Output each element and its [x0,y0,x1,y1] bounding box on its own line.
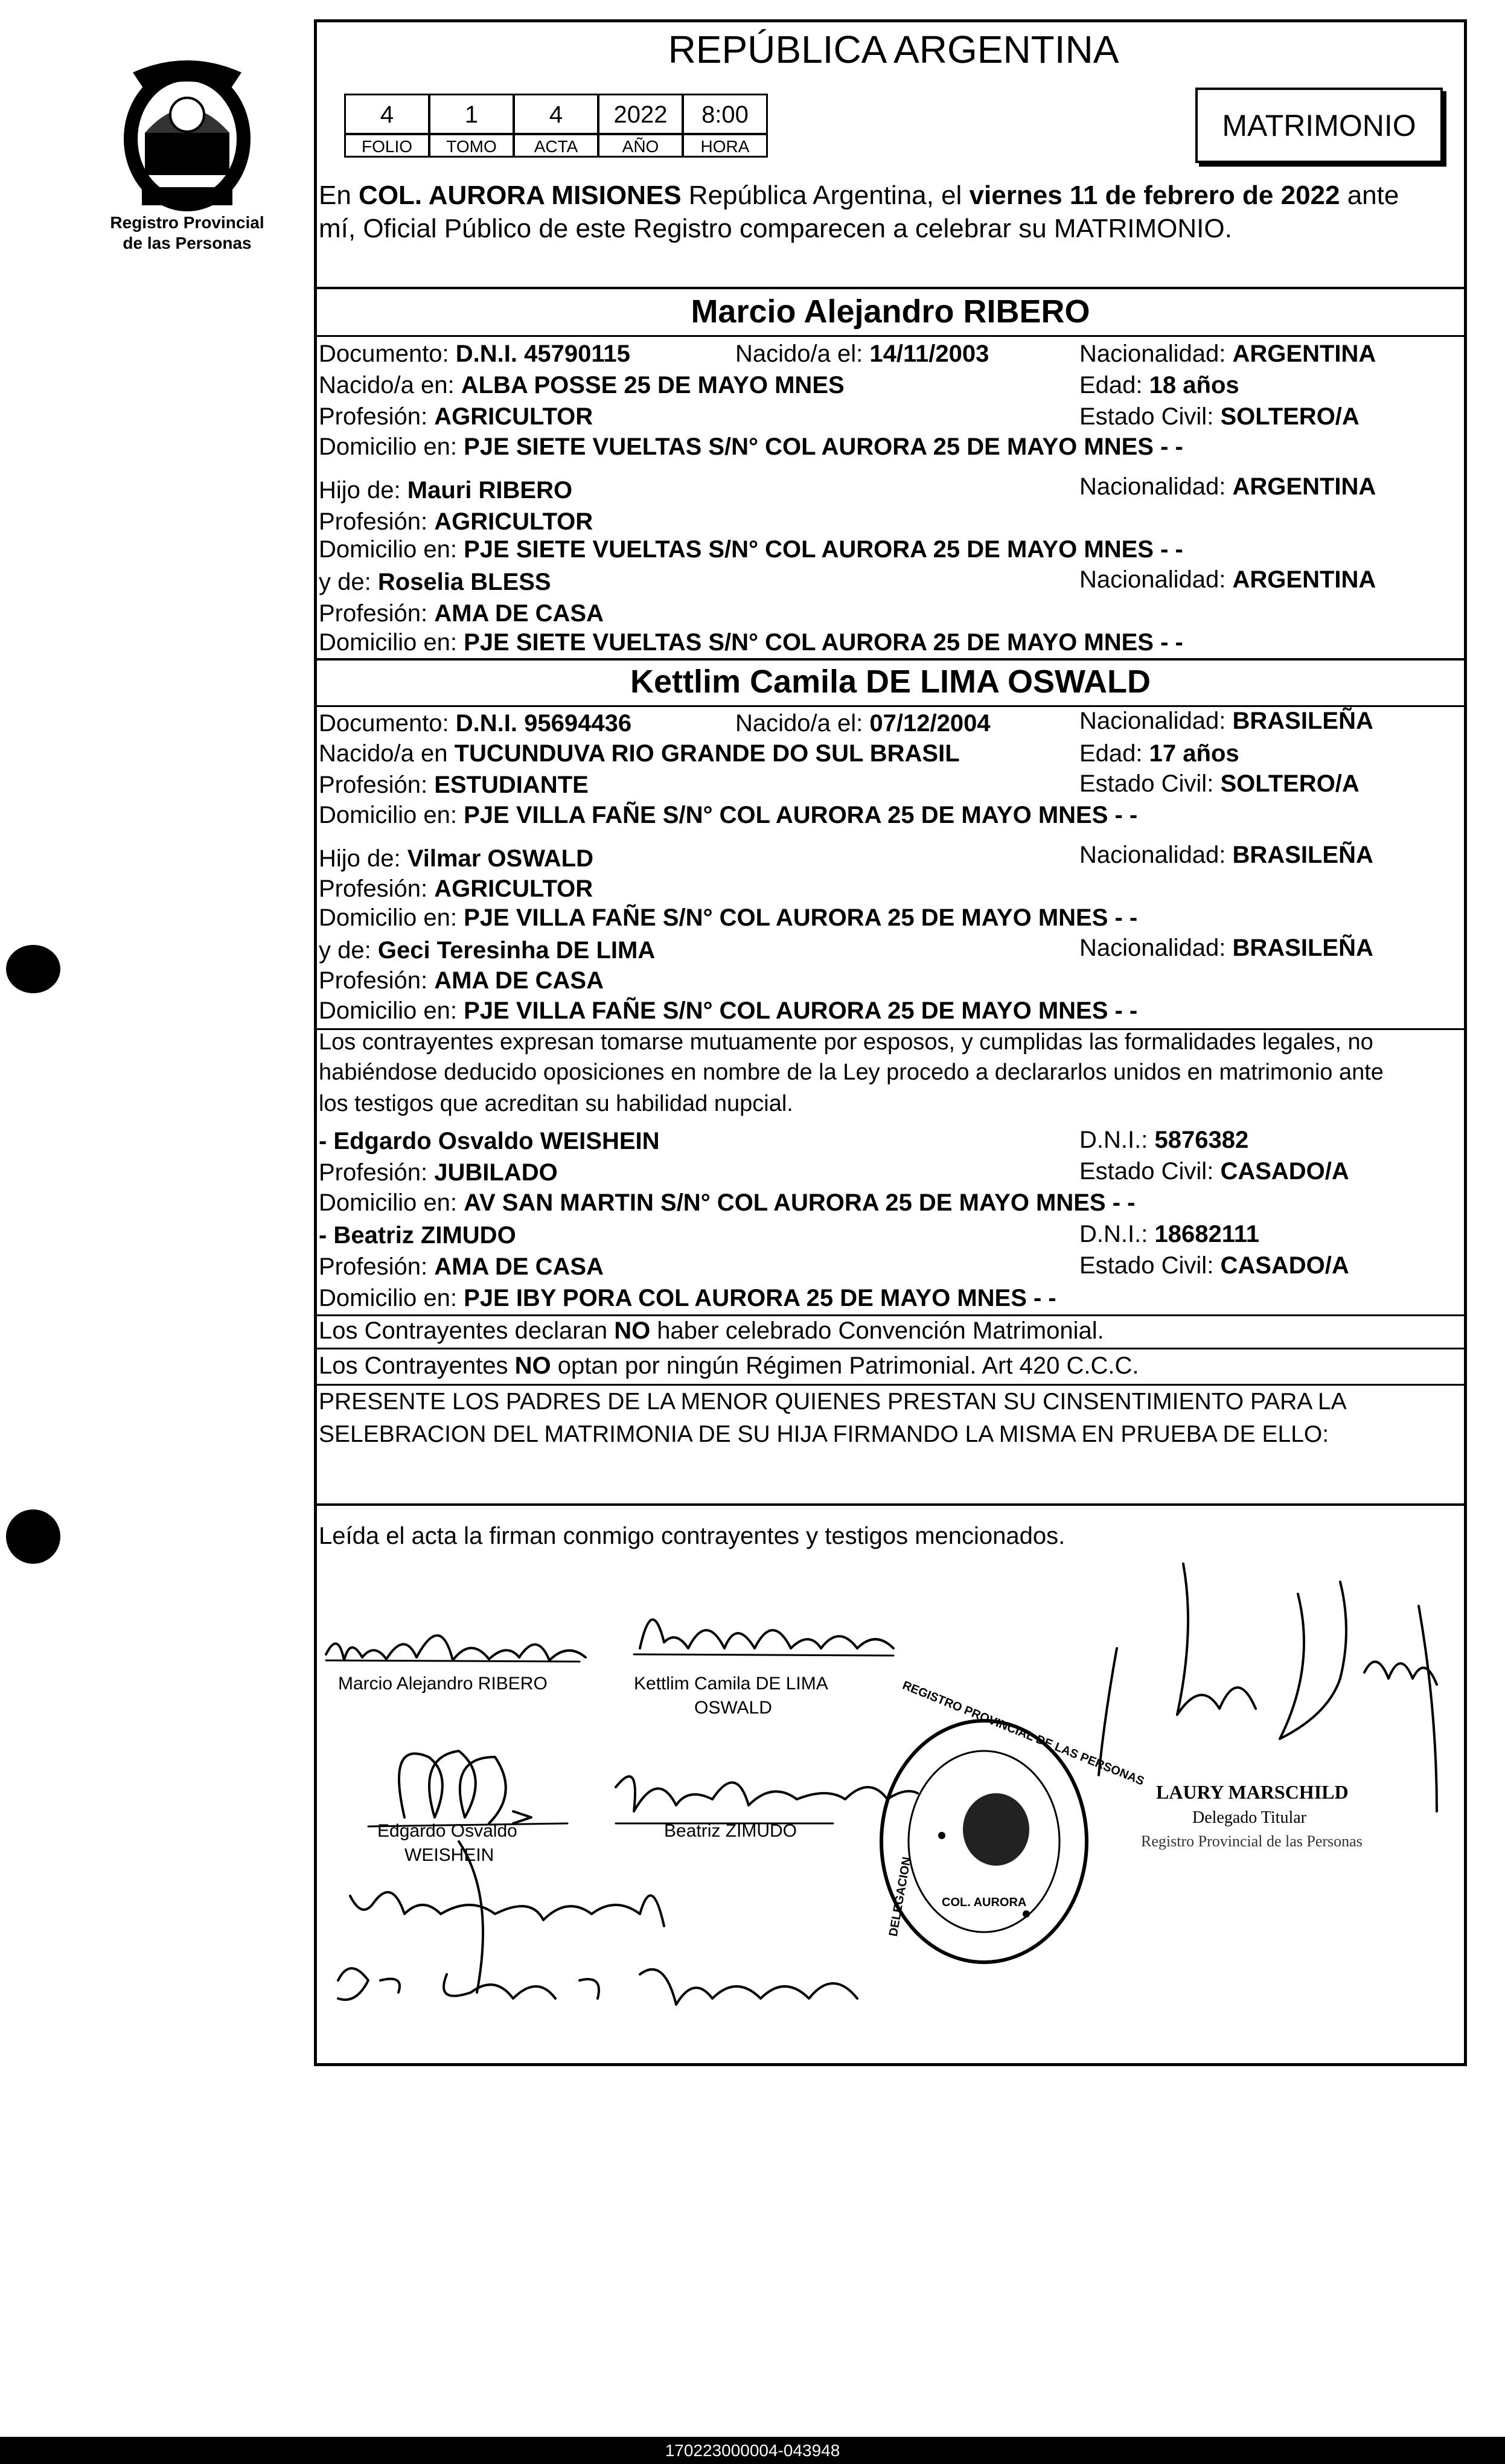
divider [317,1503,1464,1506]
witness-2-profession: Profesión: AMA DE CASA [319,1253,604,1280]
bride-mother-nationality: Nacionalidad: BRASILEÑA [1079,935,1373,961]
groom-mother-profession: Profesión: AMA DE CASA [319,600,604,627]
groom-birthplace: Nacido/a en: ALBA POSSE 25 DE MAYO MNES [319,372,845,398]
hora-value: 8:00 [682,94,768,135]
witness-2-signature-label: Beatriz ZIMUDO [664,1821,797,1841]
bride-signature-label-2: OSWALD [694,1698,772,1718]
consent-line-2: SELEBRACION DEL MATRIMONIA DE SU HIJA FIRMANDO LA MISMA EN PRUEBA DE ELLO: [319,1421,1329,1447]
footer-code: 170223000004-043948 [665,2441,840,2460]
groom-father-address: Domicilio en: PJE SIETE VUELTAS S/N° COL AURORA 25 DE MAYO MNES - - [319,536,1183,563]
groom-profession: Profesión: AGRICULTOR [319,403,593,430]
bride-doc: Documento: D.N.I. 95694436 [319,710,632,737]
bride-born: Nacido/a el: 07/12/2004 [735,710,991,737]
witness-2-address: Domicilio en: PJE IBY PORA COL AURORA 25 DE MAYO MNES - - [319,1285,1056,1311]
acta-value: 4 [513,94,599,135]
intro-line-1: En COL. AURORA MISIONES República Argentina, el viernes 11 de febrero de 2022 ante [319,181,1399,210]
stamp-side-text: DELEGACION [886,1855,914,1938]
divider [317,335,1464,337]
groom-age: Edad: 18 años [1079,372,1239,398]
groom-doc: Documento: D.N.I. 45790115 [319,341,630,367]
groom-father-nationality: Nacionalidad: ARGENTINA [1079,473,1376,500]
witness-2-name: - Beatriz ZIMUDO [319,1222,516,1249]
witness-1-profession: Profesión: JUBILADO [319,1159,558,1186]
declaration-line-3: los testigos que acreditan su habilidad nupcial. [319,1091,793,1116]
bride-mother-address: Domicilio en: PJE VILLA FAÑE S/N° COL AURORA 25 DE MAYO MNES - - [319,997,1138,1024]
divider [317,1348,1464,1349]
groom-nationality: Nacionalidad: ARGENTINA [1079,341,1376,367]
bride-profession: Profesión: ESTUDIANTE [319,772,589,798]
province-seal [109,48,266,217]
consent-line-1: PRESENTE LOS PADRES DE LA MENOR QUIENES PRESTAN SU CINSENTIMIENTO PARA LA [319,1389,1347,1415]
bride-name: Kettlim Camila DE LIMA OSWALD [630,664,1151,700]
intro-place: COL. AURORA MISIONES [359,181,682,210]
act-type: MATRIMONIO [1222,109,1416,142]
closing-text: Leída el acta la firman conmigo contrayentes y testigos mencionados. [319,1523,1066,1549]
ano-value: 2022 [598,94,683,135]
folio-label: FOLIO [344,133,430,158]
convention-note: Los Contrayentes declaran NO haber celebrado Convención Matrimonial. [319,1317,1104,1344]
divider [317,1384,1464,1386]
witness-1-address: Domicilio en: AV SAN MARTIN S/N° COL AURORA 25 DE MAYO MNES - - [319,1189,1136,1216]
bride-age: Edad: 17 años [1079,740,1239,767]
groom-signature-label: Marcio Alejandro RIBERO [338,1674,548,1694]
witness-2-dni: D.N.I.: 18682111 [1079,1221,1260,1247]
stamp-inner-text: COL. AURORA [942,1896,1027,1909]
witness-1-signature-label-1: Edgardo Osvaldo [377,1821,517,1841]
groom-mother: y de: Roselia BLESS [319,569,551,595]
official-title: Delegado Titular [1192,1808,1306,1827]
tomo-value: 1 [429,94,514,135]
regime-note: Los Contrayentes NO optan por ningún Régimen Patrimonial. Art 420 C.C.C. [319,1352,1139,1379]
tomo-label: TOMO [429,133,514,158]
coat-of-arms-icon [109,48,266,217]
folio-value: 4 [344,94,430,135]
groom-civil-status: Estado Civil: SOLTERO/A [1079,403,1360,430]
punch-hole [6,945,60,993]
witness-1-signature-label-2: WEISHEIN [404,1845,494,1865]
declaration-line-2: habiéndose deducido oposiciones en nombre de la Ley procedo a declararlos unidos en matrimonio ante [319,1060,1384,1085]
divider [317,658,1464,661]
bride-father-profession: Profesión: AGRICULTOR [319,875,593,902]
divider [317,287,1464,289]
ano-label: AÑO [598,133,683,158]
act-type-box [1195,88,1443,163]
groom-address: Domicilio en: PJE SIETE VUELTAS S/N° COL AURORA 25 DE MAYO MNES - - [319,434,1183,460]
org-line-2: de las Personas [123,234,252,252]
groom-born: Nacido/a el: 14/11/2003 [735,341,989,367]
hora-label: HORA [682,133,768,158]
witness-1-name: - Edgardo Osvaldo WEISHEIN [319,1128,660,1154]
org-name [78,213,296,254]
witness-1-civil-status: Estado Civil: CASADO/A [1079,1158,1349,1185]
intro-date: viernes 11 de febrero de 2022 [969,181,1340,210]
bride-nationality: Nacionalidad: BRASILEÑA [1079,708,1373,734]
bride-birthplace: Nacido/a en TUCUNDUVA RIO GRANDE DO SUL BRASIL [319,740,960,767]
witness-1-dni: D.N.I.: 5876382 [1079,1127,1249,1153]
groom-name: Marcio Alejandro RIBERO [691,293,1090,330]
bride-father-address: Domicilio en: PJE VILLA FAÑE S/N° COL AURORA 25 DE MAYO MNES - - [319,904,1138,931]
bride-signature-label-1: Kettlim Camila DE LIMA [634,1674,828,1694]
intro-line-2: mí, Oficial Público de este Registro comparecen a celebrar su MATRIMONIO. [319,214,1232,243]
groom-father: Hijo de: Mauri RIBERO [319,477,573,504]
official-name: LAURY MARSCHILD [1156,1781,1349,1803]
page-title: REPÚBLICA ARGENTINA [668,28,1119,71]
groom-mother-address: Domicilio en: PJE SIETE VUELTAS S/N° COL AURORA 25 DE MAYO MNES - - [319,629,1183,656]
bride-father: Hijo de: Vilmar OSWALD [319,845,593,872]
bride-mother: y de: Geci Teresinha DE LIMA [319,937,656,964]
punch-hole [6,1509,60,1564]
declaration-line-1: Los contrayentes expresan tomarse mutuamente por esposos, y cumplidas las formalidades legales, no [319,1029,1373,1055]
official-org: Registro Provincial de las Personas [1141,1832,1363,1850]
bride-civil-status: Estado Civil: SOLTERO/A [1079,770,1360,797]
bride-father-nationality: Nacionalidad: BRASILEÑA [1079,842,1373,868]
bride-address: Domicilio en: PJE VILLA FAÑE S/N° COL AURORA 25 DE MAYO MNES - - [319,802,1138,828]
acta-label: ACTA [513,133,599,158]
stamp-ring-text: REGISTRO PROVINCIAL DE LAS PERSONAS [900,1678,1146,1788]
org-line-1: Registro Provincial [110,213,264,232]
witness-2-civil-status: Estado Civil: CASADO/A [1079,1252,1349,1279]
footer-barcode-label [0,2437,1505,2464]
groom-father-profession: Profesión: AGRICULTOR [319,508,593,535]
bride-mother-profession: Profesión: AMA DE CASA [319,967,604,994]
groom-mother-nationality: Nacionalidad: ARGENTINA [1079,566,1376,593]
